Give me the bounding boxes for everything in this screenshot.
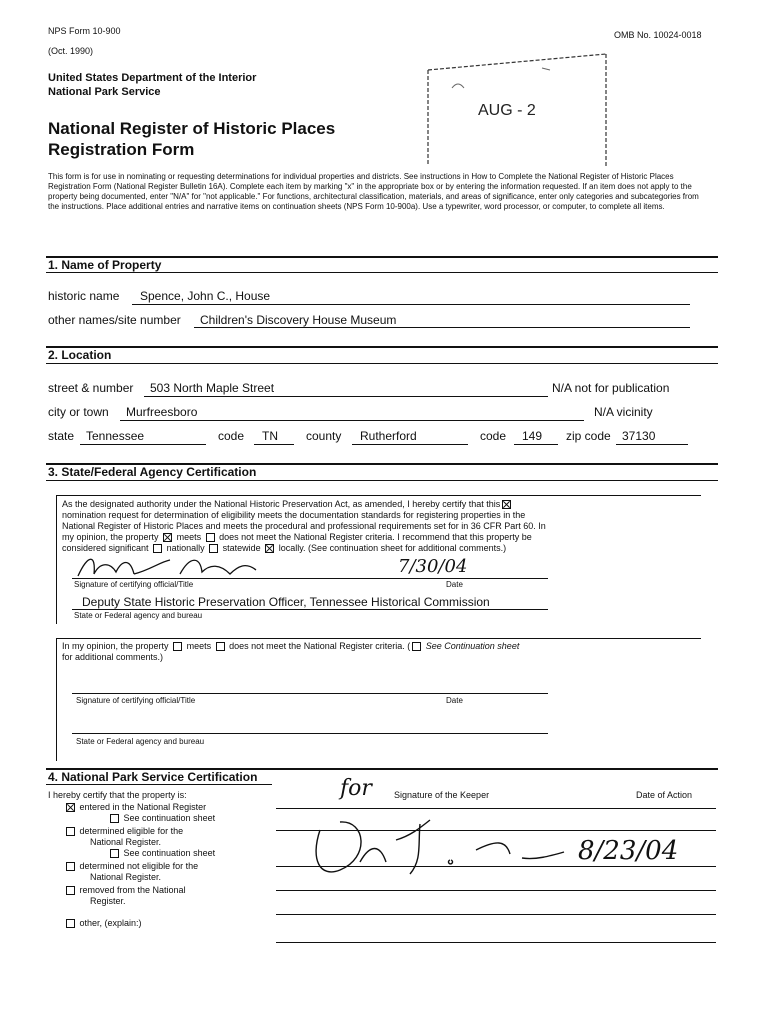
historic-name-label: historic name — [48, 289, 120, 303]
handwritten-date-1: 7/30/04 — [398, 556, 468, 577]
other-label: other, (explain:) — [79, 918, 142, 928]
entered-checkbox[interactable] — [66, 803, 75, 812]
signature-2-label: Signature of certifying official/Title — [76, 696, 196, 705]
other-names-label: other names/site number — [48, 313, 181, 327]
handwritten-for: for — [340, 776, 372, 801]
county-label: county — [306, 429, 342, 443]
removed-checkbox[interactable] — [66, 886, 75, 895]
agency-2-label: State or Federal agency and bureau — [76, 737, 205, 746]
not-eligible-label-2: National Register. — [90, 872, 162, 882]
section-2-heading: 2. Location — [48, 348, 112, 362]
street-label: street & number — [48, 381, 134, 395]
nationally-label: nationally — [166, 543, 205, 553]
county-value: Rutherford — [360, 429, 417, 443]
received-stamp — [422, 48, 608, 166]
not-eligible-label-1: determined not eligible for the — [79, 861, 199, 871]
state-code-label: code — [218, 429, 245, 443]
state-label: state — [48, 429, 75, 443]
not-for-publication: N/A not for publication — [552, 381, 670, 395]
zip-value: 37130 — [622, 429, 656, 443]
removed-label-2: Register. — [90, 896, 126, 906]
date-2-label: Date — [446, 696, 463, 705]
state-code-value: TN — [262, 429, 278, 443]
signature-label: Signature of certifying official/Title — [74, 580, 194, 589]
eligible-label-1: determined eligible for the — [79, 826, 184, 836]
omb-number: OMB No. 10024-0018 — [614, 30, 702, 40]
official-title: Deputy State Historic Preservation Officer, Tennessee Historical Commission — [82, 595, 490, 609]
cert-line-4: my opinion, the property — [62, 532, 159, 542]
cert-line-1: As the designated authority under the National Historic Preservation Act, as amended, I hereby certify that this — [62, 499, 501, 509]
intro-text: This form is for use in nominating or requesting determinations for individual properties and districts. See instructions in How to Complete the National Register of Historic Places Registration Form (National Register Bulletin 16A). Complete each item by marking "x" in the appropriate box or by entering the information requested. If an item does not apply to the property being documented, enter "N/A" for "not applicable." For functions, architectural classification, materials, and areas of significance, enter only categories and subcategories from the instructions. Place additional entries and narrative items on continuation sheets (NPS Form 10-900a). Use a typewriter, word processor, or computer, to complete all items. — [48, 172, 699, 211]
section-4-heading: 4. National Park Service Certification — [48, 770, 258, 784]
cert-line-5: considered significant — [62, 543, 149, 553]
cert-line-2: nomination request for determination of eligibility meets the documentation standards for registering properties in the — [62, 510, 526, 520]
section-3-heading: 3. State/Federal Agency Certification — [48, 465, 257, 479]
see-continuation-2-label: See continuation sheet — [123, 848, 216, 858]
zip-label: zip code — [566, 429, 611, 443]
form-number: NPS Form 10-900 — [48, 26, 121, 36]
opinion-does-not-meet-checkbox[interactable] — [216, 642, 225, 651]
other-checkbox[interactable] — [66, 919, 75, 928]
handwritten-date-2: 8/23/04 — [578, 836, 679, 866]
vicinity: N/A vicinity — [594, 405, 653, 419]
department: United States Department of the Interior — [48, 72, 257, 84]
city-value: Murfreesboro — [126, 405, 198, 419]
opinion-meets-checkbox[interactable] — [173, 642, 182, 651]
opinion-line-1: In my opinion, the property — [62, 641, 169, 651]
see-continuation-1-label: See continuation sheet — [123, 813, 216, 823]
city-label: city or town — [48, 405, 109, 419]
meets-checkbox[interactable] — [163, 533, 172, 542]
date-label: Date — [446, 580, 463, 589]
date-of-action-label: Date of Action — [636, 790, 693, 800]
other-names-value: Children's Discovery House Museum — [200, 313, 397, 327]
keeper-label: Signature of the Keeper — [394, 790, 490, 800]
opinion-meets-label: meets — [186, 641, 212, 651]
agency-label: State or Federal agency and bureau — [74, 611, 203, 620]
form-date: (Oct. 1990) — [48, 46, 94, 56]
street-value: 503 North Maple Street — [150, 381, 275, 395]
certify-text: I hereby certify that the property is: — [48, 790, 187, 800]
county-code-label: code — [480, 429, 507, 443]
does-not-meet-label: does not meet the National Register criteria. I recommend that this property be — [219, 532, 532, 542]
see-continuation-2-checkbox[interactable] — [110, 849, 119, 858]
section-1-heading: 1. Name of Property — [48, 258, 162, 272]
service: National Park Service — [48, 86, 161, 98]
removed-label-1: removed from the National — [79, 885, 186, 895]
see-continuation-1-checkbox[interactable] — [110, 814, 119, 823]
cert-line-3: National Register of Historic Places and meets the procedural and professional requirements set for in 36 CFR Part 60. In — [62, 521, 546, 531]
stamp-date: AUG - 2 — [478, 102, 536, 119]
eligible-checkbox[interactable] — [66, 827, 75, 836]
nomination-checkbox[interactable] — [502, 500, 511, 509]
state-value: Tennessee — [86, 429, 145, 443]
opinion-see-label: See Continuation sheet — [425, 641, 520, 651]
county-code-value: 149 — [522, 429, 543, 443]
page-title: National Register of Historic Places — [48, 119, 336, 138]
page-subtitle: Registration Form — [48, 140, 195, 159]
not-eligible-checkbox[interactable] — [66, 862, 75, 871]
locally-label: locally. (See continuation sheet for additional comments.) — [278, 543, 507, 553]
opinion-line-2: for additional comments.) — [62, 652, 164, 662]
meets-label: meets — [176, 532, 202, 542]
opinion-continuation-checkbox[interactable] — [412, 642, 421, 651]
entered-label: entered in the National Register — [79, 802, 207, 812]
keeper-signature — [300, 800, 580, 880]
statewide-label: statewide — [222, 543, 261, 553]
does-not-meet-checkbox[interactable] — [206, 533, 215, 542]
eligible-label-2: National Register. — [90, 837, 162, 847]
opinion-not-label: does not meet the National Register criteria. ( — [229, 641, 411, 651]
historic-name-value: Spence, John C., House — [140, 289, 271, 303]
